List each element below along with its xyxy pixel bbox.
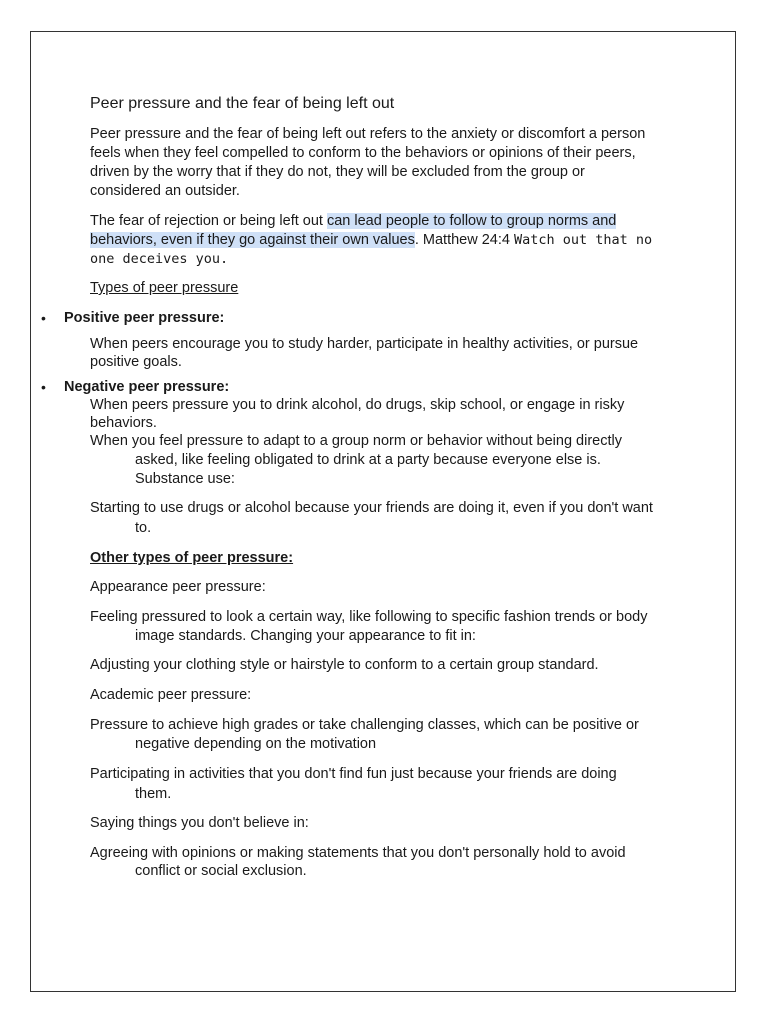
activities-line-1: Participating in activities that you don't find fun just because your friends are doing	[90, 766, 617, 782]
bullet-icon: •	[41, 310, 46, 326]
appearance-line-2: image standards. Changing your appearance to fit in:	[135, 628, 476, 644]
document-title: Peer pressure and the fear of being left out	[90, 95, 395, 112]
intro-line-1: Peer pressure and the fear of being left out refers to the anxiety or discomfort a person	[90, 126, 646, 142]
academic-line-2: negative depending on the motivation	[135, 736, 377, 752]
positive-line-2: positive goals.	[90, 354, 182, 370]
activities-line-2: them.	[135, 786, 172, 802]
negative-line-1: When peers pressure you to drink alcohol, do drugs, skip school, or engage in risky	[90, 397, 625, 413]
academic-heading: Academic peer pressure:	[90, 687, 252, 703]
intro-line-2: feels when they feel compelled to conform to the behaviors or opinions of their peers,	[90, 145, 636, 161]
fear-line-1	[90, 212, 616, 231]
types-heading: Types of peer pressure	[90, 280, 239, 296]
substance-line-2: to.	[135, 520, 152, 536]
positive-label: Positive peer pressure:	[64, 310, 225, 326]
fear-line-2-text: . Matthew 24:4	[414, 232, 514, 248]
verse-text-continued: one deceives you.	[90, 251, 229, 267]
negative-line-3: When you feel pressure to adapt to a group norm or behavior without being directly	[90, 433, 622, 449]
substance-line-1: Starting to use drugs or alcohol because your friends are doing it, even if you don't want	[90, 500, 653, 516]
adjusting-line: Adjusting your clothing style or hairstyle to conform to a certain group standard.	[90, 657, 599, 673]
fear-line-2	[90, 231, 652, 250]
academic-line-1: Pressure to achieve high grades or take challenging classes, which can be positive or	[90, 717, 639, 733]
negative-label: Negative peer pressure:	[64, 379, 230, 395]
appearance-line-1: Feeling pressured to look a certain way, like following to specific fashion trends or body	[90, 609, 648, 625]
highlighted-text: can lead people to follow to group norms and	[326, 213, 617, 229]
other-types-heading: Other types of peer pressure:	[90, 550, 294, 566]
substance-heading: Substance use:	[135, 471, 235, 487]
intro-line-4: considered an outsider.	[90, 183, 240, 199]
verse-text: Watch out that no	[513, 232, 653, 248]
highlighted-text: behaviors, even if they go against their own values	[90, 232, 415, 248]
saying-heading: Saying things you don't believe in:	[90, 815, 309, 831]
bullet-icon: •	[41, 379, 46, 395]
positive-line-1: When peers encourage you to study harder, participate in healthy activities, or pursue	[90, 336, 639, 352]
appearance-heading: Appearance peer pressure:	[90, 579, 266, 595]
agreeing-line-2: conflict or social exclusion.	[135, 863, 307, 879]
negative-line-4: asked, like feeling obligated to drink at a party because everyone else is.	[135, 452, 601, 468]
negative-line-2: behaviors.	[90, 415, 157, 431]
fear-line-1-text: The fear of rejection or being left out	[90, 213, 327, 229]
agreeing-line-1: Agreeing with opinions or making statements that you don't personally hold to avoid	[90, 845, 626, 861]
intro-line-3: driven by the worry that if they do not, they will be excluded from the group or	[90, 164, 585, 180]
